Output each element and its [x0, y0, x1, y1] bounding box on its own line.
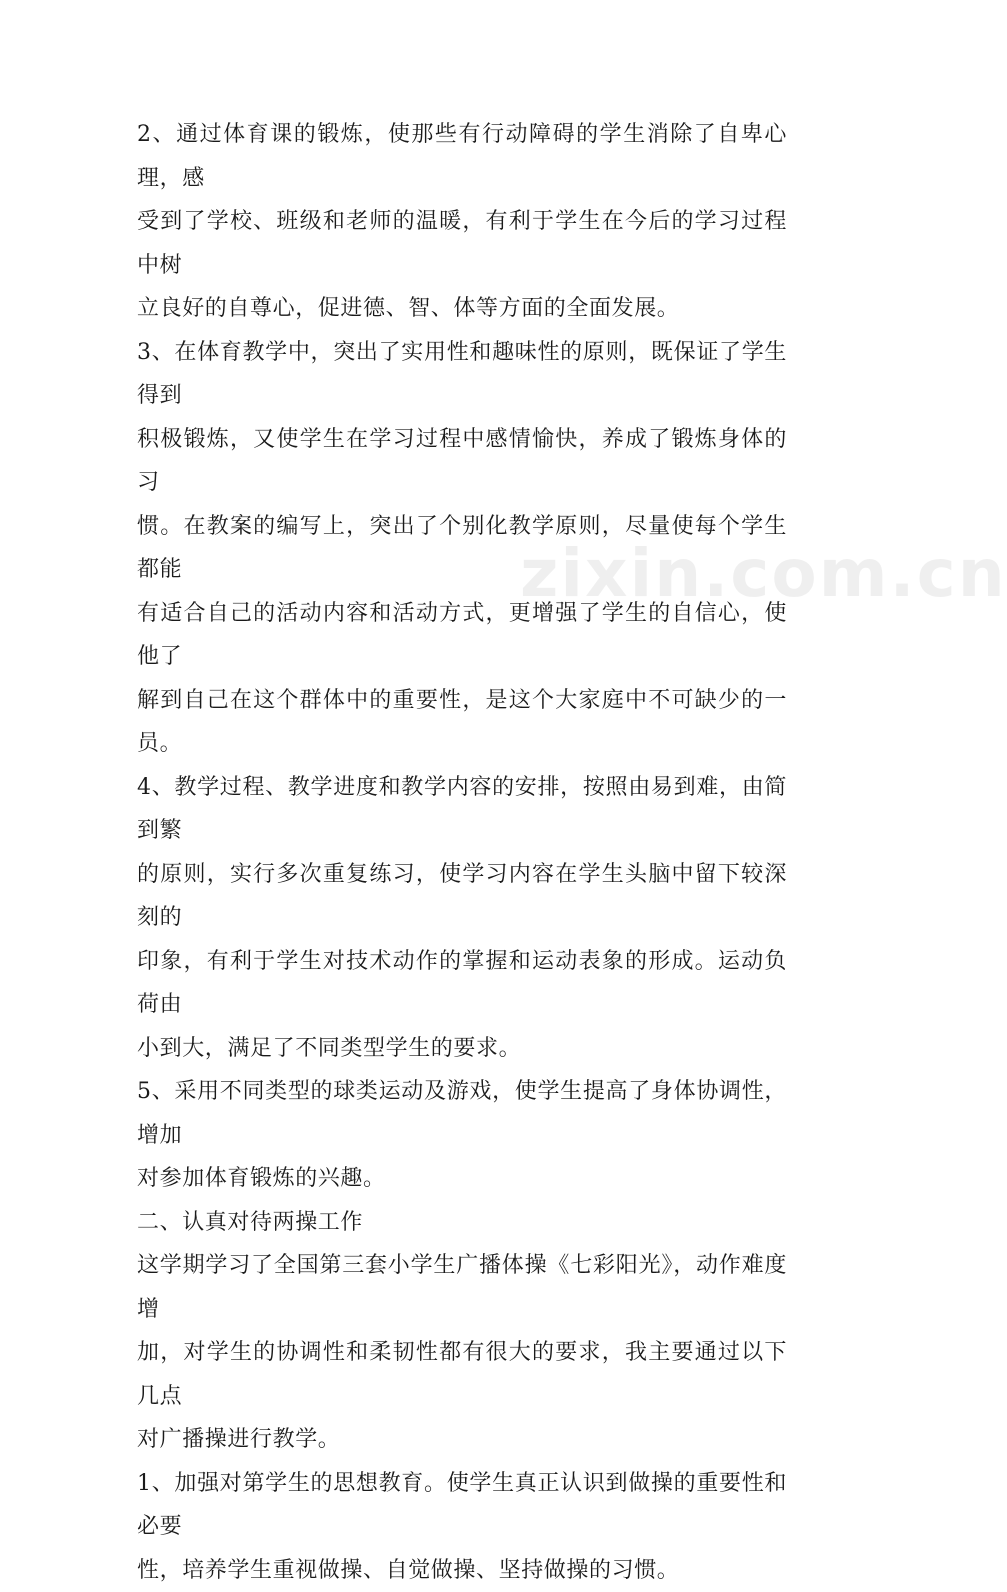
text-line: 加，对学生的协调性和柔韧性都有很大的要求，我主要通过以下几点: [137, 1331, 787, 1418]
text-line: 小到大，满足了不同类型学生的要求。: [137, 1027, 787, 1071]
text-line: 1、加强对第学生的思想教育。使学生真正认识到做操的重要性和必要: [137, 1462, 787, 1549]
text-line: 受到了学校、班级和老师的温暖，有利于学生在今后的学习过程中树: [137, 200, 787, 287]
text-line: 5、采用不同类型的球类运动及游戏，使学生提高了身体协调性，增加: [137, 1070, 787, 1157]
text-line: 印象，有利于学生对技术动作的掌握和运动表象的形成。运动负荷由: [137, 940, 787, 1027]
text-line: 对广播操进行教学。: [137, 1418, 787, 1462]
text-line: 4、教学过程、教学进度和教学内容的安排，按照由易到难，由简到繁: [137, 766, 787, 853]
text-line: 解到自己在这个群体中的重要性，是这个大家庭中不可缺少的一员。: [137, 679, 787, 766]
document-body: [137, 113, 787, 1592]
text-line: 立良好的自尊心，促进德、智、体等方面的全面发展。: [137, 287, 787, 331]
text-line: 积极锻炼，又使学生在学习过程中感情愉快，养成了锻炼身体的习: [137, 418, 787, 505]
section-heading: 二、认真对待两操工作: [137, 1201, 787, 1245]
watermark: zixin.com.cn: [520, 535, 1007, 612]
text-line: 性，培养学生重视做操、自觉做操、坚持做操的习惯。: [137, 1549, 787, 1592]
text-line: 对参加体育锻炼的兴趣。: [137, 1157, 787, 1201]
text-line: 3、在体育教学中，突出了实用性和趣味性的原则，既保证了学生得到: [137, 331, 787, 418]
text-line: 惯。在教案的编写上，突出了个别化教学原则，尽量使每个学生都能: [137, 505, 787, 592]
text-line: 这学期学习了全国第三套小学生广播体操《七彩阳光》，动作难度增: [137, 1244, 787, 1331]
text-line: 的原则，实行多次重复练习，使学习内容在学生头脑中留下较深刻的: [137, 853, 787, 940]
text-line: 有适合自己的活动内容和活动方式，更增强了学生的自信心，使他了: [137, 592, 787, 679]
text-line: 2、通过体育课的锻炼，使那些有行动障碍的学生消除了自卑心理，感: [137, 113, 787, 200]
